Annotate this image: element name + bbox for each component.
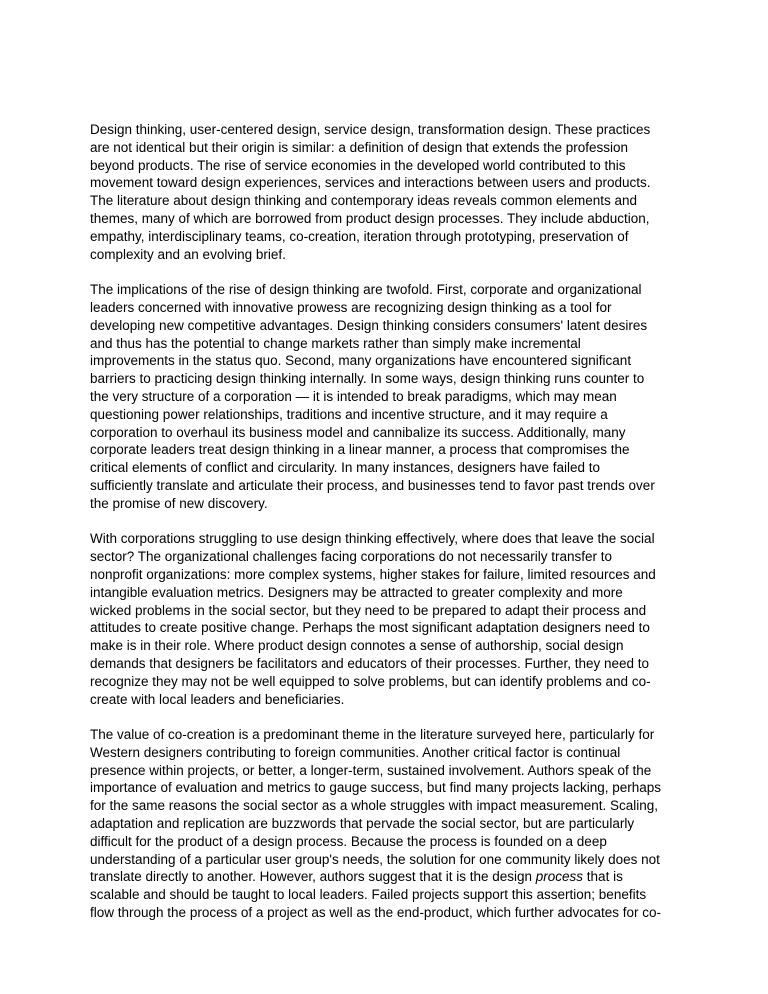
text-line: critical elements of conflict and circularity. In many instances, designers have failed to xyxy=(90,460,600,476)
text-line: corporate leaders treat design thinking in a linear manner, a process that compromises the xyxy=(90,442,630,458)
text-line: The value of co-creation is a predominant theme in the literature surveyed here, particularly for xyxy=(90,727,655,743)
text-line: Design thinking, user-centered design, service design, transformation design. These practices xyxy=(90,122,651,137)
text-line: barriers to practicing design thinking internally. In some ways, design thinking runs counter to xyxy=(90,371,645,387)
text-line: questioning power relationships, traditions and incentive structure, and it may require a xyxy=(90,406,608,422)
text-line: intangible evaluation metrics. Designers may be attracted to greater complexity and more xyxy=(90,584,623,600)
text-line: nonprofit organizations: more complex systems, higher stakes for failure, limited resources and xyxy=(90,566,656,582)
text-line: understanding of a particular user group's needs, the solution for one community likely does not xyxy=(90,851,660,867)
paragraph-2 xyxy=(90,281,682,512)
paragraph-1 xyxy=(90,121,682,263)
text-line: make is in their role. Where product design connotes a sense of authorship, social design xyxy=(90,638,624,654)
text-line: complexity and an evolving brief. xyxy=(90,246,286,262)
text-line: developing new competitive advantages. Design thinking considers consumers' latent desires xyxy=(90,317,648,333)
text-line: flow through the process of a project as well as the end-product, which further advocates for co- xyxy=(90,905,662,921)
text-line: leaders concerned with innovative prowess are recognizing design thinking as a tool for xyxy=(90,299,612,315)
text-line: Western designers contributing to foreign communities. Another critical factor is continual xyxy=(90,744,621,760)
text-line: are not identical but their origin is similar: a definition of design that extends the profession xyxy=(90,139,629,155)
text-line: importance of evaluation and metrics to gauge success, but find many projects lacking, perhaps xyxy=(90,780,662,796)
text-run: that is xyxy=(583,869,623,885)
text-line: presence within projects, or better, a longer-term, sustained involvement. Authors speak of the xyxy=(90,762,652,778)
text-line: sufficiently translate and articulate their process, and businesses tend to favor past trends over xyxy=(90,477,655,493)
text-line: for the same reasons the social sector as a whole struggles with impact measurement. Scaling, xyxy=(90,798,659,814)
text-line: corporation to overhaul its business model and cannibalize its success. Additionally, many xyxy=(90,424,626,440)
text-run: translate directly to another. However, authors suggest that it is the design xyxy=(90,869,532,885)
text-line: sector? The organizational challenges facing corporations do not necessarily transfer to xyxy=(90,549,613,565)
text-line: create with local leaders and beneficiaries. xyxy=(90,691,345,707)
text-line: recognize they may not be well equipped to solve problems, but can identify problems and co- xyxy=(90,673,651,689)
emphasis-process: process xyxy=(535,869,584,885)
text-line: With corporations struggling to use design thinking effectively, where does that leave the social xyxy=(90,531,655,547)
document-page xyxy=(90,121,682,922)
text-line: adaptation and replication are buzzwords that pervade the social sector, but are particularly xyxy=(90,816,635,832)
text-line: the very structure of a corporation — it is intended to break paradigms, which may mean xyxy=(90,388,617,404)
text-line xyxy=(90,868,682,886)
text-line: beyond products. The rise of service economies in the developed world contributed to this xyxy=(90,157,626,173)
paragraph-4 xyxy=(90,726,682,922)
text-line: empathy, interdisciplinary teams, co-creation, iteration through prototyping, preservation of xyxy=(90,228,629,244)
text-line: demands that designers be facilitators and educators of their processes. Further, they need to xyxy=(90,655,650,671)
text-line: wicked problems in the social sector, but they need to be prepared to adapt their process and xyxy=(90,602,647,618)
text-line: the promise of new discovery. xyxy=(90,495,268,511)
paragraph-3 xyxy=(90,530,682,708)
text-line: The literature about design thinking and contemporary ideas reveals common elements and xyxy=(90,193,638,209)
text-line: attitudes to create positive change. Perhaps the most significant adaptation designers need to xyxy=(90,620,650,636)
text-line: The implications of the rise of design thinking are twofold. First, corporate and organizational xyxy=(90,282,642,298)
text-line: movement toward design experiences, services and interactions between users and products. xyxy=(90,175,651,191)
text-line: improvements in the status quo. Second, many organizations have encountered significant xyxy=(90,353,632,369)
text-line: themes, many of which are borrowed from product design processes. They include abduction, xyxy=(90,210,650,226)
text-line: difficult for the product of a design process. Because the process is founded on a deep xyxy=(90,833,607,849)
text-line: and thus has the potential to change markets rather than simply make incremental xyxy=(90,335,581,351)
text-line: scalable and should be taught to local leaders. Failed projects support this assertion; benefits xyxy=(90,887,647,903)
